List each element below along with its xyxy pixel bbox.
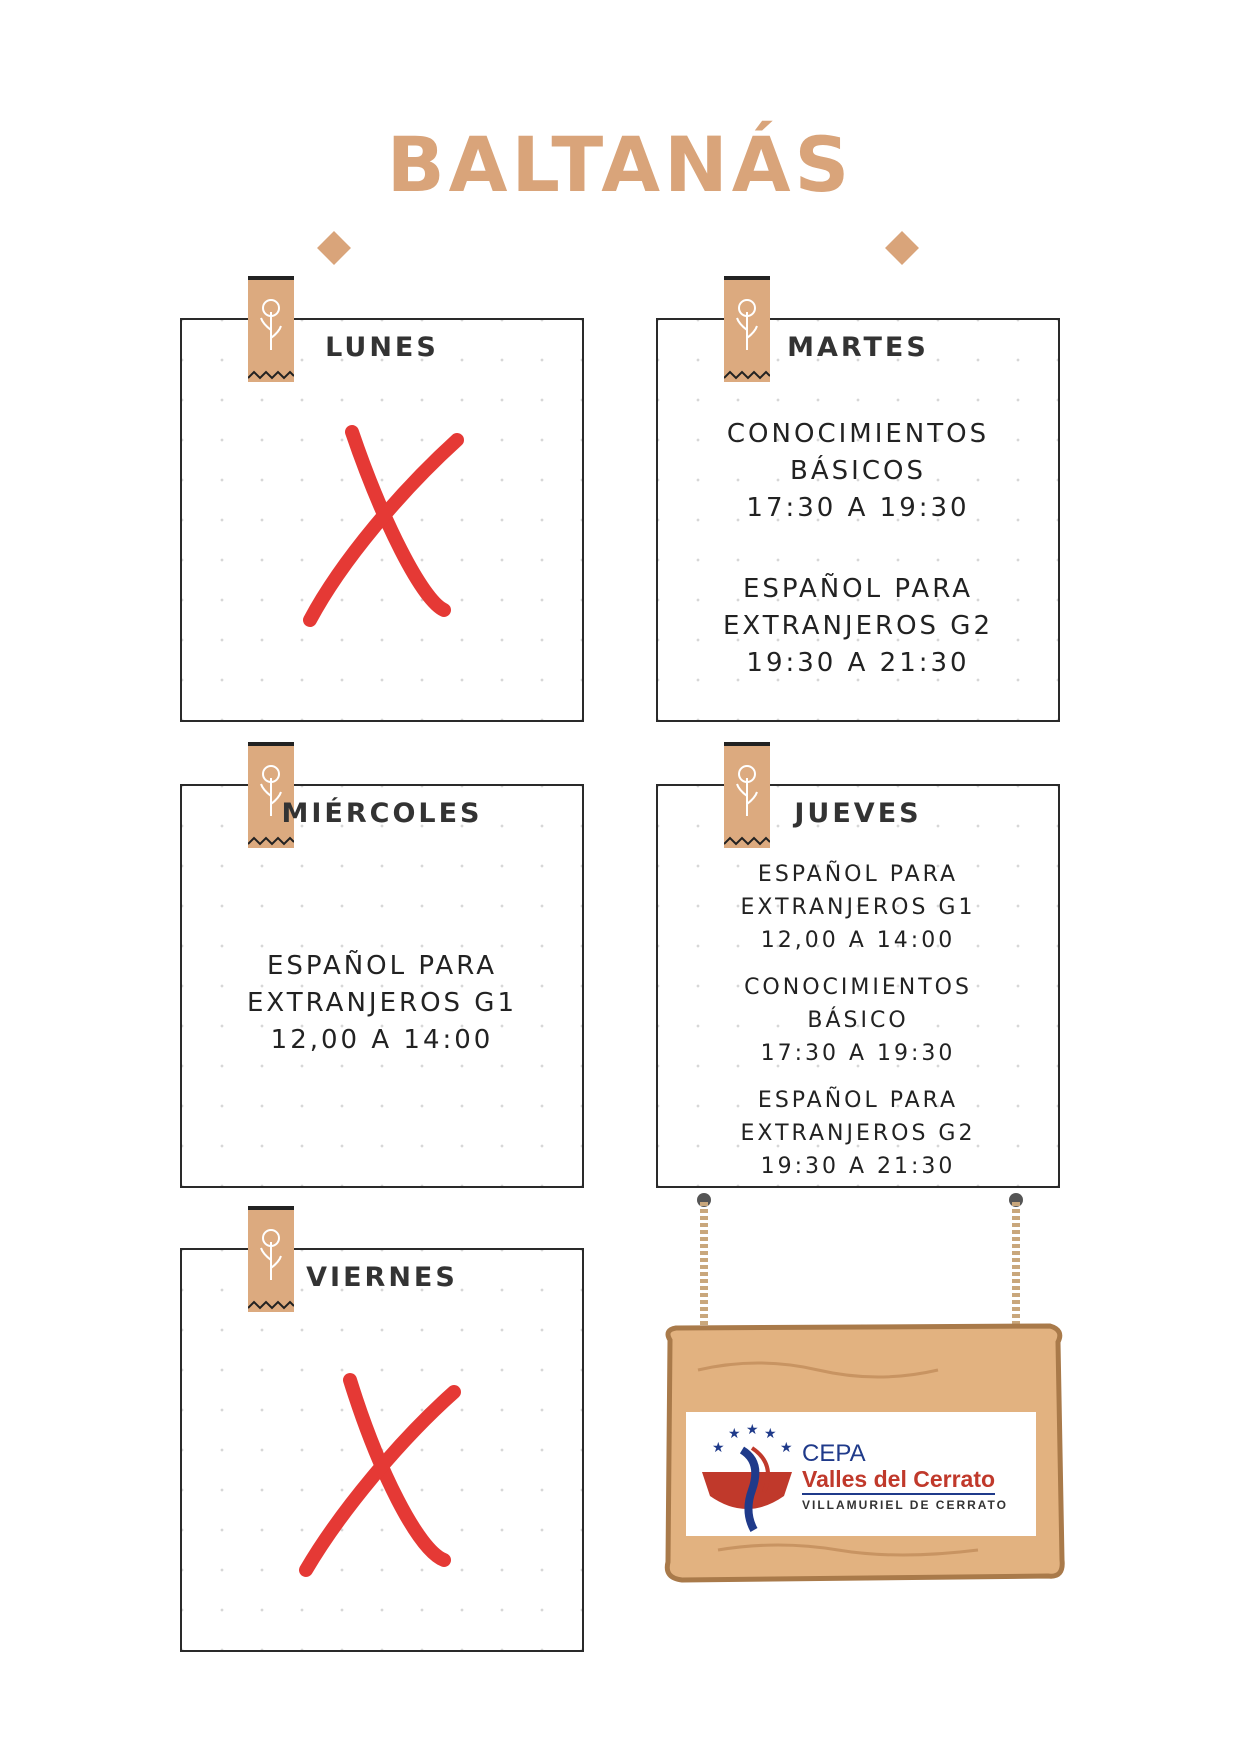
schedule-list: [658, 858, 1058, 1183]
svg-text:★: ★: [728, 1426, 741, 1442]
svg-text:★: ★: [746, 1422, 759, 1438]
day-label: LUNES: [325, 332, 439, 363]
course-name: BÁSICO: [807, 1008, 909, 1033]
washi-tape: [248, 742, 294, 848]
course-name: CONOCIMIENTOS: [726, 419, 990, 449]
day-card-jueves: [656, 784, 1060, 1188]
cross-icon: [182, 1250, 586, 1654]
course-name: ESPAÑOL PARA: [757, 1088, 959, 1113]
hanging-sign: [658, 1190, 1068, 1590]
course-name: EXTRANJEROS G1: [247, 988, 517, 1018]
schedule-list: [182, 948, 582, 1059]
washi-tape: [724, 742, 770, 848]
course-time: 17:30 A 19:30: [746, 493, 970, 523]
logo-panel: [686, 1412, 1036, 1536]
course-time: 19:30 A 21:30: [760, 1154, 956, 1179]
day-card-martes: [656, 318, 1060, 722]
course-name: EXTRANJEROS G2: [723, 611, 993, 641]
cepa-logo-icon: [692, 1412, 802, 1536]
day-card-viernes: [180, 1248, 584, 1652]
day-card-miercoles: [180, 784, 584, 1188]
washi-tape: [724, 276, 770, 382]
diamond-left-icon: [317, 231, 351, 265]
course-time: 19:30 A 21:30: [746, 648, 970, 678]
course-time: 12,00 A 14:00: [760, 928, 956, 953]
schedule-entry: [658, 1084, 1058, 1183]
schedule-entry: [658, 416, 1058, 527]
schedule-entry: [182, 948, 582, 1059]
logo-subtitle: Valles del Cerrato: [802, 1466, 995, 1495]
course-name: ESPAÑOL PARA: [267, 951, 497, 981]
diamond-right-icon: [885, 231, 919, 265]
page-title: BALTANÁS: [386, 120, 854, 209]
logo-location: VILLAMURIEL DE CERRATO: [802, 1498, 1009, 1512]
svg-text:★: ★: [780, 1440, 793, 1456]
course-name: EXTRANJEROS G1: [740, 895, 976, 920]
course-name: EXTRANJEROS G2: [740, 1121, 976, 1146]
day-card-lunes: [180, 318, 584, 722]
day-label: MIÉRCOLES: [281, 798, 483, 829]
logo-name: CEPA: [802, 1440, 866, 1467]
course-time: 12,00 A 14:00: [270, 1025, 494, 1055]
flower-icon: [248, 746, 294, 848]
schedule-entry: [658, 858, 1058, 957]
day-label: VIERNES: [306, 1262, 458, 1293]
schedule-entry: [658, 971, 1058, 1070]
schedule-list: [658, 416, 1058, 682]
course-name: ESPAÑOL PARA: [757, 862, 959, 887]
cross-icon: [182, 320, 586, 724]
course-name: CONOCIMIENTOS: [744, 975, 972, 1000]
day-label: JUEVES: [794, 798, 922, 829]
flower-icon: [724, 280, 770, 382]
flower-icon: [724, 746, 770, 848]
svg-text:★: ★: [712, 1440, 725, 1456]
day-label: MARTES: [787, 332, 929, 363]
svg-text:★: ★: [764, 1426, 777, 1442]
course-time: 17:30 A 19:30: [760, 1041, 956, 1066]
schedule-entry: [658, 571, 1058, 682]
course-name: ESPAÑOL PARA: [743, 574, 973, 604]
course-name: BÁSICOS: [790, 456, 926, 486]
